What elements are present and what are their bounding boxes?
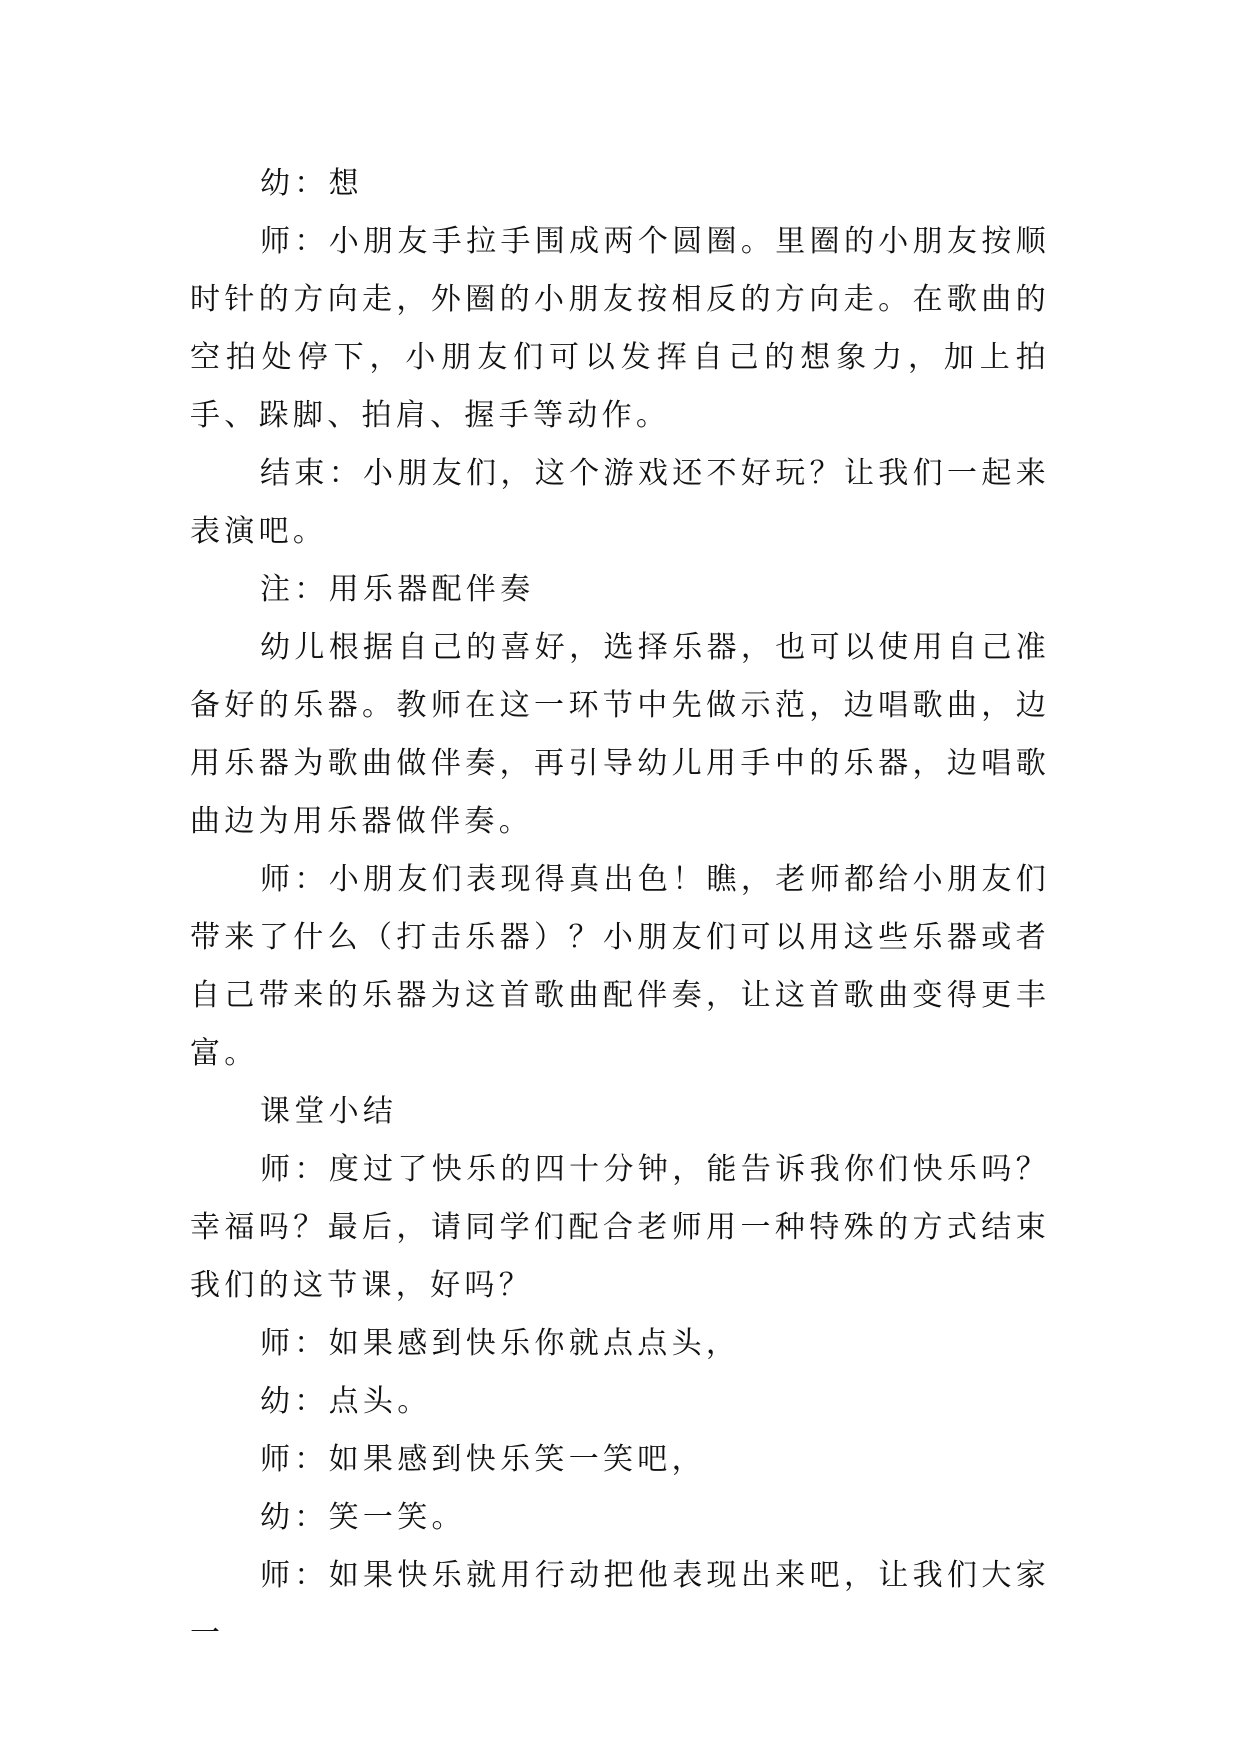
paragraph-teacher-smile: 师：如果感到快乐笑一笑吧， [260, 1442, 706, 1477]
paragraph-teacher-nod: 师：如果感到快乐你就点点头， [260, 1326, 741, 1361]
paragraph-child-nod: 幼：点头。 [260, 1384, 432, 1419]
paragraph-teacher-instructions: 师：小朋友手拉手围成两个圆圈。里圈的小朋友按顺时针的方向走，外圈的小朋友按相反的方向走。在歌曲的空拍处停下，小朋友们可以发挥自己的想象力，加上拍手、跺脚、拍肩、握手等动作。 [190, 224, 1050, 433]
paragraph-child-smile: 幼：笑一笑。 [260, 1500, 466, 1535]
paragraph-teacher-summary: 师：度过了快乐的四十分钟，能告诉我你们快乐吗？幸福吗？最后，请同学们配合老师用一种特殊的方式结束我们的这节课，好吗？ [190, 1152, 1050, 1303]
paragraph-ending: 结束：小朋友们，这个游戏还不好玩？让我们一起来表演吧。 [190, 456, 1050, 549]
paragraph-instrument-choice: 幼儿根据自己的喜好，选择乐器，也可以使用自己准备好的乐器。教师在这一环节中先做示范，边唱歌曲，边用乐器为歌曲做伴奏，再引导幼儿用手中的乐器，边唱歌曲边为用乐器做伴奏。 [190, 630, 1050, 839]
paragraph-teacher-praise: 师：小朋友们表现得真出色！瞧，老师都给小朋友们带来了什么（打击乐器）？小朋友们可以用这些乐器或者自己带来的乐器为这首歌曲配伴奏，让这首歌曲变得更丰富。 [190, 862, 1050, 1071]
paragraph-teacher-action: 师：如果快乐就用行动把他表现出来吧，让我们大家一 [190, 1558, 1050, 1651]
paragraph-child-answer-1: 幼：想 [260, 166, 363, 201]
document-body [190, 155, 1050, 1663]
paragraph-note-instruments: 注：用乐器配伴奏 [260, 572, 535, 607]
paragraph-class-summary-heading: 课堂小结 [260, 1094, 398, 1129]
